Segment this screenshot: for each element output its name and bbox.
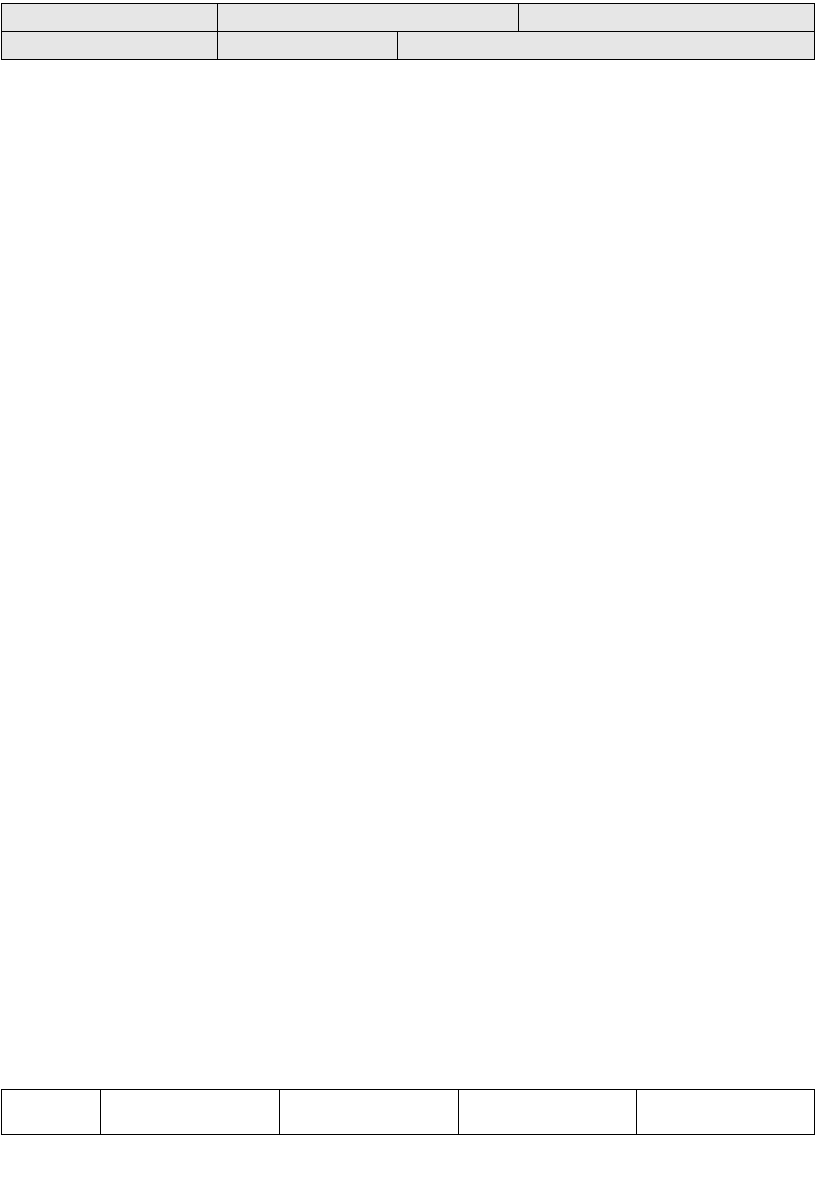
hydrogeologic-unit	[398, 32, 815, 60]
ground-elevation	[2, 32, 218, 60]
annual-times	[459, 1090, 637, 1135]
location	[218, 4, 519, 32]
annual-min-time	[459, 1112, 636, 1134]
annual-avg-depth	[101, 1090, 280, 1135]
groundwater-type	[519, 4, 815, 32]
annual-max-time	[459, 1090, 636, 1112]
annual-label	[2, 1090, 101, 1135]
info-header	[1, 3, 815, 60]
annual-min-depth	[280, 1112, 458, 1134]
annual-max-min	[280, 1090, 459, 1135]
annual-range	[637, 1090, 815, 1135]
info-row-1	[2, 4, 815, 32]
station-id	[2, 4, 218, 32]
annual-row	[2, 1090, 815, 1135]
annual-max-depth	[280, 1090, 458, 1112]
annual-stats	[1, 1089, 815, 1135]
monitor-depth	[218, 32, 398, 60]
info-row-2	[2, 32, 815, 60]
